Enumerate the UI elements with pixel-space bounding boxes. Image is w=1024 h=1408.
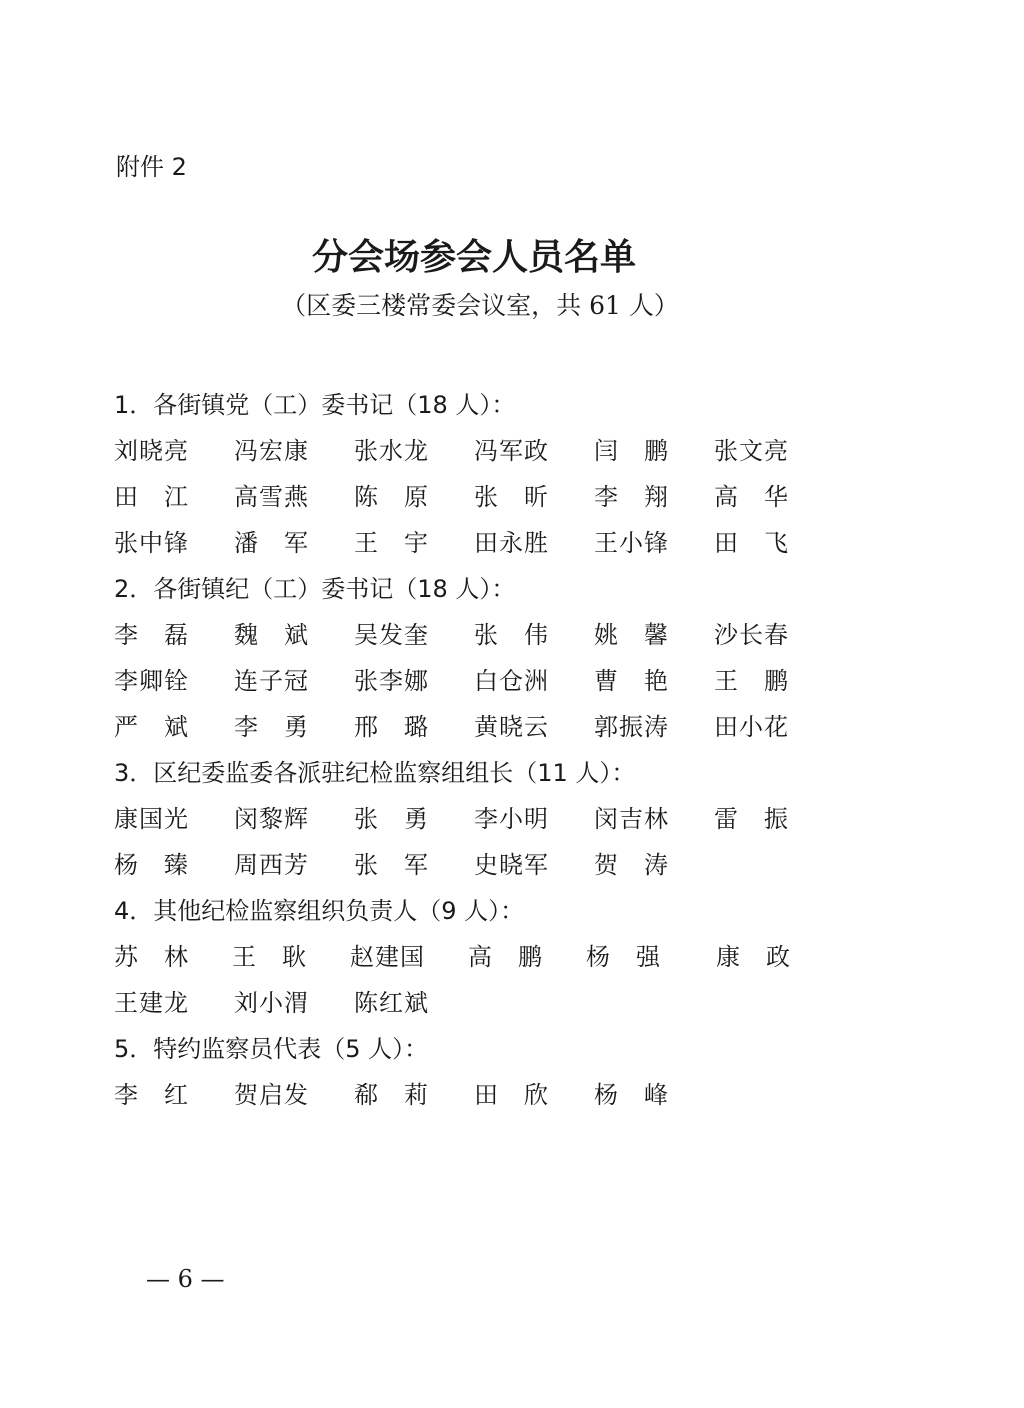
name-row: [114, 796, 834, 842]
attendee-name: 闫 鹏: [594, 437, 669, 465]
attendee-name: 陈 原: [354, 483, 429, 511]
attendee-name: 贺 涛: [594, 851, 669, 879]
attendee-name: 田 欣: [474, 1081, 549, 1109]
attendee-name: 吴发奎: [354, 621, 429, 649]
name-row: [114, 842, 834, 888]
attendee-name: 田小花: [714, 713, 789, 741]
attendee-name: 冯军政: [474, 437, 549, 465]
attendee-list: [114, 382, 834, 1118]
attendee-name: 刘小渭: [234, 989, 309, 1017]
attendee-name: 张水龙: [354, 437, 429, 465]
attendee-name: 杨 峰: [594, 1081, 669, 1109]
section-heading: 3．区纪委监委各派驻纪检监察组组长（11 人）：: [114, 759, 636, 787]
attendee-name: 史晓军: [474, 851, 549, 879]
section-heading: 4．其他纪检监察组织负责人（9 人）：: [114, 897, 525, 925]
name-row: [114, 612, 834, 658]
section-special-supervisors: [114, 1026, 834, 1118]
attendee-name: 冯宏康: [234, 437, 309, 465]
section-inspection-team-leaders: [114, 750, 834, 888]
section-discipline-secretaries: [114, 566, 834, 750]
attendee-name: 白仓洲: [474, 667, 549, 695]
attendee-name: 王建龙: [114, 989, 189, 1017]
name-row: [114, 520, 834, 566]
attendee-name: 张 昕: [474, 483, 549, 511]
attendee-name: 李 勇: [234, 713, 309, 741]
attendee-name: 李 红: [114, 1081, 189, 1109]
attendee-name: 刘晓亮: [114, 437, 189, 465]
attendee-name: 姚 馨: [594, 621, 669, 649]
document-title: 分会场参会人员名单: [311, 236, 636, 278]
attendee-name: 张中锋: [114, 529, 189, 557]
attendee-name: 张文亮: [714, 437, 789, 465]
name-row: [114, 1072, 834, 1118]
attendee-name: 李 翔: [594, 483, 669, 511]
attendee-name: 田永胜: [474, 529, 549, 557]
section-heading: 5．特约监察员代表（5 人）：: [114, 1035, 429, 1063]
attendee-name: 郭振涛: [594, 713, 669, 741]
attendee-name: 康 政: [716, 943, 791, 971]
attendee-name: 张 军: [354, 851, 429, 879]
attendee-name: 李小明: [474, 805, 549, 833]
attendee-name: 连子冠: [234, 667, 309, 695]
attendee-name: 邢 璐: [354, 713, 429, 741]
name-row: [114, 934, 834, 980]
attendee-name: 曹 艳: [594, 667, 669, 695]
attendee-name: 严 斌: [114, 713, 189, 741]
attendee-name: 张 勇: [354, 805, 429, 833]
attendee-name: 周西芳: [234, 851, 309, 879]
attendee-name: 闵吉林: [594, 805, 669, 833]
attendee-name: 杨 强: [586, 943, 661, 971]
attendee-name: 张李娜: [354, 667, 429, 695]
attendee-name: 张 伟: [474, 621, 549, 649]
attendee-name: 潘 军: [234, 529, 309, 557]
section-other-organization-heads: [114, 888, 834, 1026]
attendee-name: 田 江: [114, 483, 189, 511]
attendee-name: 王 耿: [232, 943, 307, 971]
attendee-name: 陈红斌: [354, 989, 429, 1017]
attendee-name: 赵建国: [350, 943, 425, 971]
attendee-name: 沙长春: [714, 621, 789, 649]
attendee-name: 康国光: [114, 805, 189, 833]
attendee-name: 高雪燕: [234, 483, 309, 511]
section-party-secretaries: [114, 382, 834, 566]
attendee-name: 闵黎辉: [234, 805, 309, 833]
attendee-name: 杨 臻: [114, 851, 189, 879]
attendee-name: 黄晓云: [474, 713, 549, 741]
attendee-name: 苏 林: [114, 943, 189, 971]
attendee-name: 王 鹏: [714, 667, 789, 695]
attendee-name: 王 宇: [354, 529, 429, 557]
name-row: [114, 704, 834, 750]
attendee-name: 田 飞: [714, 529, 789, 557]
attendee-name: 贺启发: [234, 1081, 309, 1109]
name-row: [114, 474, 834, 520]
attendee-name: 雷 振: [714, 805, 789, 833]
page-number: — 6 —: [146, 1265, 225, 1293]
attendee-name: 魏 斌: [234, 621, 309, 649]
document-subtitle: （区委三楼常委会议室，共 61 人）: [281, 291, 679, 320]
section-heading: 1．各街镇党（工）委书记（18 人）：: [114, 391, 516, 419]
name-row: [114, 658, 834, 704]
attendee-name: 李卿铨: [114, 667, 189, 695]
attendee-name: 高 鹏: [468, 943, 543, 971]
attendee-name: 高 华: [714, 483, 789, 511]
attachment-label: 附件 2: [116, 153, 187, 181]
attendee-name: 王小锋: [594, 529, 669, 557]
attendee-name: 郗 莉: [354, 1081, 429, 1109]
name-row: [114, 428, 834, 474]
name-row: [114, 980, 834, 1026]
section-heading: 2．各街镇纪（工）委书记（18 人）：: [114, 575, 516, 603]
attendee-name: 李 磊: [114, 621, 189, 649]
